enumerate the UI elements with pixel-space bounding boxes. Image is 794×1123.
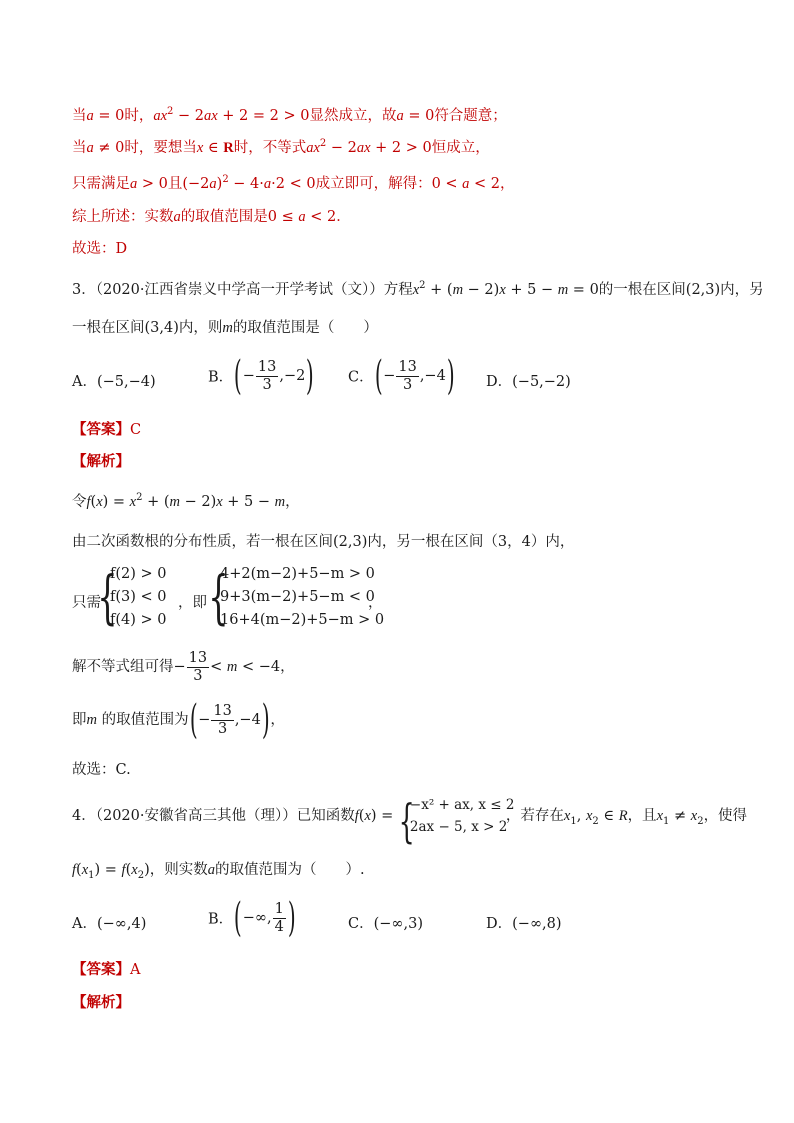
q4-piece-1: −x² + ax, x ≤ 2	[409, 797, 515, 813]
q3-option-c: C．(− $\frac{13}{3}$ ,−4)	[348, 353, 455, 399]
sys1-row-3: f(4) > 0	[110, 612, 167, 628]
q3-analysis-tag: 【解析】	[72, 453, 130, 470]
brace-1: {	[97, 563, 118, 631]
sol2-line-1: 当a = 0时，$ax^2 - 2ax + 2 = 2 > 0$显然成立，故a = 0符合题意；	[72, 106, 507, 124]
q4-stem-line-2: $f(x_1) = f(x_2)$，则实数a的取值范围为（ ）.	[72, 862, 365, 881]
q4-option-c: C．(−∞,3)	[348, 916, 423, 932]
sys2-row-1: 4+2(m−2)+5−m > 0	[220, 566, 375, 582]
q3-answer: 【答案】C	[72, 421, 142, 438]
q3-stem-line-1: 3．（2020·江西省崇义中学高一开学考试（文））方程$x^2 + (m - 2)x + 5 - m = 0$的一根在区间(2,3)内，另	[72, 280, 764, 298]
sol2-choice: 故选：D	[72, 241, 128, 257]
q3-sol-solve: 解不等式组可得− $\frac{13}{3}$ < m < −4，	[72, 649, 295, 684]
sys1-row-1: f(2) > 0	[110, 566, 167, 582]
sol2-line-4: 综上所述：实数a的取值范围是0 ≤ a < 2．	[72, 209, 351, 225]
q3-option-a: A．(−5,−4)	[72, 374, 156, 390]
sol2-line-2: 当a ≠ 0时，要想当x ∈ R时，不等式$ax^2 - 2ax + 2 > 0$恒成立，	[72, 138, 490, 156]
q3-inequality-system: 只需 { f(2) > 0 f(3) < 0 f(4) > 0 ，即 { 4+2(m−2)+5−m > 0 9+3(m−2)+5−m < 0 16+4(m−2)+5−m > 0 ，	[72, 563, 385, 631]
brace-2: {	[208, 563, 229, 631]
q3-choice: 故选：C.	[72, 762, 131, 778]
q4-stem-line-1: 4．（2020·安徽省高三其他（理））已知函数f(x) = { −x² + ax, x ≤ 2 2ax − 5, x > 2 ，若存在$x_1$, $x_2$ ∈ R，且$x_1 \ne x_2$，使得	[72, 794, 748, 848]
q3-sol-line-1: 令$f(x) = x^2 + (m - 2)x + 5 - m$，	[72, 492, 300, 510]
q4-analysis-tag: 【解析】	[72, 994, 130, 1011]
q3-sol-range: 即m 的取值范围为(− $\frac{13}{3}$ ,−4)，	[72, 697, 285, 743]
sys1-row-2: f(3) < 0	[110, 589, 167, 605]
q3-option-b: B．(− $\frac{13}{3}$ ,−2)	[208, 353, 315, 399]
q4-option-a: A．(−∞,4)	[72, 916, 147, 932]
q4-option-b: B．(−∞, $\frac{1}{4}$ )	[208, 895, 296, 941]
sys2-row-2: 9+3(m−2)+5−m < 0	[220, 589, 375, 605]
q4-option-d: D．(−∞,8)	[486, 916, 562, 932]
q3-sol-line-2: 由二次函数根的分布性质，若一根在区间(2,3)内，另一根在区间（3，4）内，	[72, 534, 575, 550]
q4-piece-2: 2ax − 5, x > 2	[409, 819, 508, 835]
sol2-line-3: 只需满足a > 0且$(-2a)^2 - 4\cdot a\cdot 2 < 0$成立即可，解得：0 < a < 2，	[72, 174, 515, 192]
q4-piecewise: { −x² + ax, x ≤ 2 2ax − 5, x > 2	[398, 794, 515, 848]
q3-option-d: D．(−5,−2)	[486, 374, 571, 390]
sys2-row-3: 16+4(m−2)+5−m > 0	[220, 612, 385, 628]
q3-stem-line-2: 一根在区间(3,4)内，则m的取值范围是（ ）	[72, 320, 378, 336]
q4-answer: 【答案】A	[72, 961, 141, 978]
